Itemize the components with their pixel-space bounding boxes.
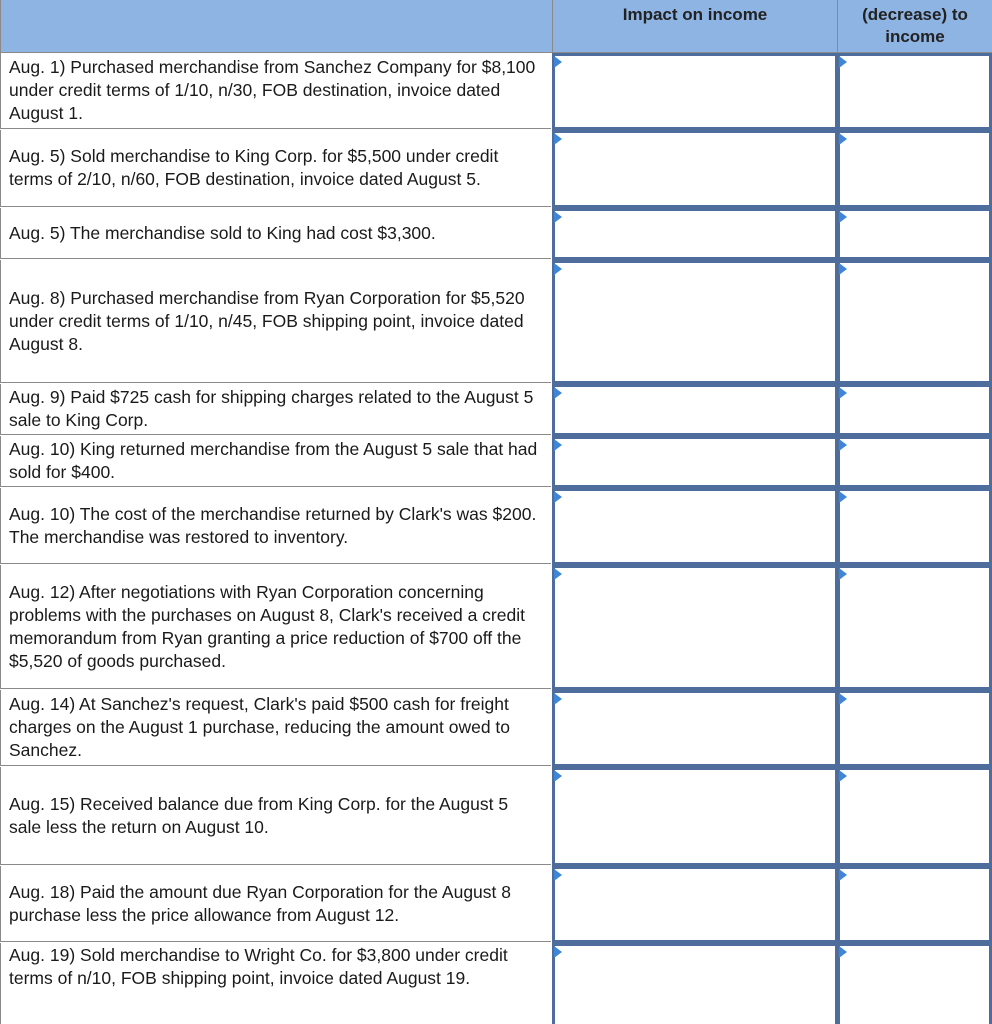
marker-icon <box>839 387 847 399</box>
marker-icon <box>839 439 847 451</box>
impact-input[interactable] <box>552 767 838 866</box>
row-text: Aug. 12) After negotiations with Ryan Corporation concerning problems with the purchases on August 8, Clark's received a credit memorandum from Ryan granting a price reduction of $700 off the $5,520 of goods purchased. <box>9 581 525 671</box>
marker-icon <box>839 946 847 958</box>
row-text: Aug. 10) King returned merchandise from the August 5 sale that had sold for $400. <box>9 439 538 482</box>
decrease-input[interactable] <box>837 943 992 1024</box>
row-text: Aug. 19) Sold merchandise to Wright Co. for $3,800 under credit terms of n/10, FOB shipping point, invoice dated August 19. <box>9 945 508 988</box>
row-description <box>0 384 551 435</box>
header-blank <box>0 0 552 52</box>
marker-icon <box>554 693 562 705</box>
header-divider <box>837 0 838 52</box>
marker-icon <box>554 263 562 275</box>
impact-input[interactable] <box>552 943 838 1024</box>
row-description <box>0 260 551 383</box>
marker-icon <box>839 133 847 145</box>
decrease-input[interactable] <box>837 690 992 767</box>
impact-input[interactable] <box>552 866 838 943</box>
decrease-input[interactable] <box>837 488 992 565</box>
row-text: Aug. 15) Received balance due from King Corp. for the August 5 sale less the return on August 10. <box>9 793 509 837</box>
row-description <box>0 130 551 207</box>
header-impact <box>553 0 837 52</box>
row-text: Aug. 14) At Sanchez's request, Clark's paid $500 cash for freight charges on the August 1 purchase, reducing the amount owed to Sanchez. <box>9 694 511 760</box>
impact-input[interactable] <box>552 260 838 384</box>
marker-icon <box>554 491 562 503</box>
marker-icon <box>839 491 847 503</box>
row-text: Aug. 5) Sold merchandise to King Corp. for $5,500 under credit terms of 2/10, n/60, FOB destination, invoice dated August 5. <box>9 146 499 189</box>
marker-icon <box>839 869 847 881</box>
row-text: Aug. 1) Purchased merchandise from Sanchez Company for $8,100 under credit terms of 1/10, n/30, FOB destination, invoice dated August 1. <box>9 57 536 123</box>
row-description <box>0 565 551 689</box>
marker-icon <box>554 568 562 580</box>
marker-icon <box>554 211 562 223</box>
marker-icon <box>554 56 562 68</box>
impact-input[interactable] <box>552 690 838 767</box>
row-description <box>0 436 551 487</box>
header-impact-label: Impact on income <box>622 5 768 24</box>
decrease-input[interactable] <box>837 866 992 943</box>
impact-input[interactable] <box>552 130 838 208</box>
marker-icon <box>839 211 847 223</box>
impact-input[interactable] <box>552 208 838 260</box>
decrease-input[interactable] <box>837 260 992 384</box>
header-decrease <box>838 0 992 52</box>
row-description <box>0 53 551 129</box>
row-description <box>0 767 551 865</box>
row-text: Aug. 8) Purchased merchandise from Ryan Corporation for $5,520 under credit terms of 1/10, n/45, FOB shipping point, invoice dated August 8. <box>9 287 525 354</box>
marker-icon <box>554 133 562 145</box>
marker-icon <box>554 946 562 958</box>
row-description <box>0 488 551 564</box>
marker-icon <box>554 869 562 881</box>
impact-input[interactable] <box>552 565 838 690</box>
decrease-input[interactable] <box>837 130 992 208</box>
header-divider <box>552 0 553 52</box>
decrease-input[interactable] <box>837 208 992 260</box>
decrease-input[interactable] <box>837 767 992 866</box>
row-text: Aug. 10) The cost of the merchandise returned by Clark's was $200. The merchandise was restored to inventory. <box>9 503 537 547</box>
marker-icon <box>839 693 847 705</box>
marker-icon <box>839 56 847 68</box>
marker-icon <box>839 263 847 275</box>
decrease-input[interactable] <box>837 384 992 436</box>
impact-input[interactable] <box>552 53 838 130</box>
marker-icon <box>839 568 847 580</box>
marker-icon <box>554 439 562 451</box>
marker-icon <box>554 770 562 782</box>
row-description <box>0 866 551 942</box>
row-description <box>0 690 551 766</box>
decrease-input[interactable] <box>837 565 992 690</box>
marker-icon <box>554 387 562 399</box>
row-description <box>0 943 551 1024</box>
row-description <box>0 208 551 259</box>
impact-input[interactable] <box>552 384 838 436</box>
impact-input[interactable] <box>552 436 838 488</box>
impact-input[interactable] <box>552 488 838 565</box>
decrease-input[interactable] <box>837 436 992 488</box>
row-text: Aug. 5) The merchandise sold to King had cost $3,300. <box>9 222 436 243</box>
marker-icon <box>839 770 847 782</box>
header-decrease-label: (decrease) to income <box>862 5 968 46</box>
row-text: Aug. 18) Paid the amount due Ryan Corporation for the August 8 purchase less the price allowance from August 12. <box>9 881 511 925</box>
row-text: Aug. 9) Paid $725 cash for shipping charges related to the August 5 sale to King Corp. <box>9 387 534 430</box>
decrease-input[interactable] <box>837 53 992 130</box>
